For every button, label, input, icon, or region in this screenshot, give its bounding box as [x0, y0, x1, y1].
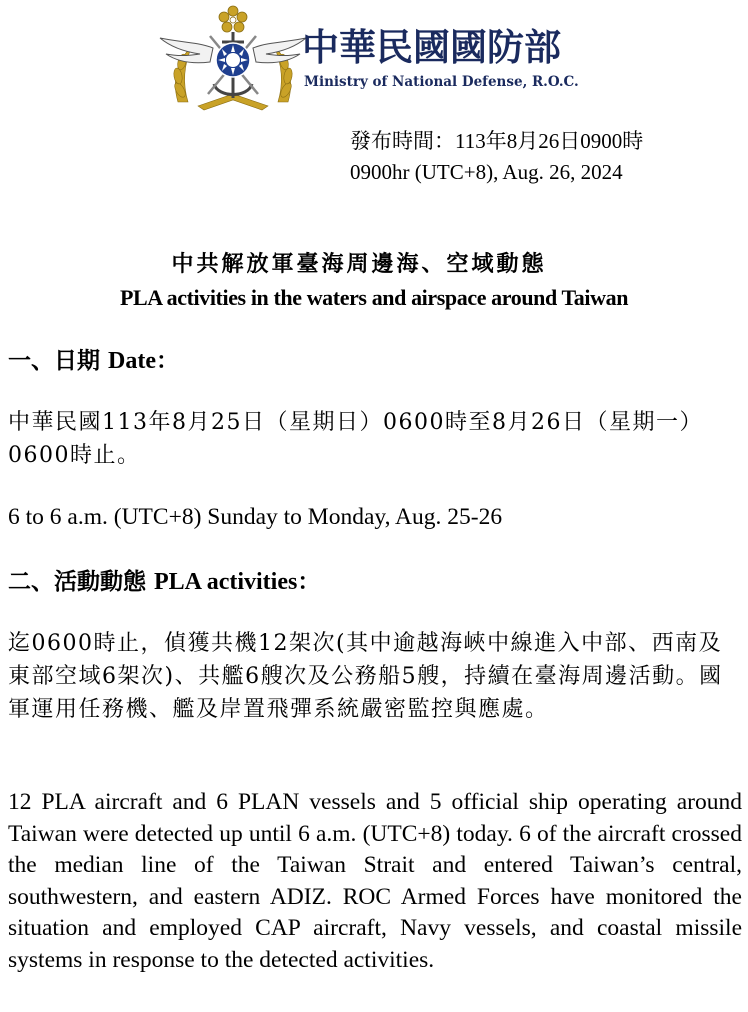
document-title	[0, 248, 748, 314]
release-time-zh: 發布時間：113年8月26日0900時	[350, 129, 644, 153]
section-date-heading	[8, 342, 179, 375]
mnd-logo	[158, 2, 598, 114]
section-date-heading-zh: 一、日期	[8, 347, 100, 374]
section-activities-heading-zh: 二、活動動態	[8, 568, 146, 595]
section-activities-heading-en: PLA activities	[154, 569, 298, 595]
release-time-en: 0900hr (UTC+8), Aug. 26, 2024	[350, 160, 623, 184]
section-activities-body-en: 12 PLA aircraft and 6 PLAN vessels and 5 official ship operating around Taiwan were detected up until 6 a.m. (UTC+8) today. 6 of the aircraft crossed the median line of the Taiwan Strait and entered Taiwan’s central, southwestern, and eastern ADIZ. ROC Armed Forces have monitored the situation and employed CAP aircraft, Navy vessels, and coastal missile systems in response to the detected activities.	[8, 789, 742, 973]
section-activities-body-zh: 迄0600時止，偵獲共機12架次(其中逾越海峽中線進入中部、西南及東部空域6架次)、共艦6艘次及公務船5艘，持續在臺海周邊活動。國軍運用任務機、艦及岸置飛彈系統嚴密監控與應處。	[8, 631, 723, 722]
org-name-zh: 中華民國國防部	[302, 26, 561, 69]
section-activities-heading	[8, 563, 320, 596]
section-date-heading-en: Date	[108, 348, 156, 374]
section-date-body-zh: 中華民國113年8月25日（星期日）0600時至8月26日（星期一）0600時止。	[8, 410, 703, 468]
section-date-body-en: 6 to 6 a.m. (UTC+8) Sunday to Monday, Aug. 25-26	[8, 504, 503, 530]
title-en: PLA activities in the waters and airspace around Taiwan	[119, 285, 629, 310]
title-zh: 中共解放軍臺海周邊海、空域動態	[171, 251, 547, 277]
release-time-block	[350, 126, 643, 188]
section-date-heading-colon: ：	[156, 347, 179, 374]
org-name-en: Ministry of National Defense, R.O.C.	[304, 74, 579, 90]
mnd-emblem-icon	[158, 2, 308, 114]
section-activities-heading-colon: ：	[297, 568, 321, 595]
